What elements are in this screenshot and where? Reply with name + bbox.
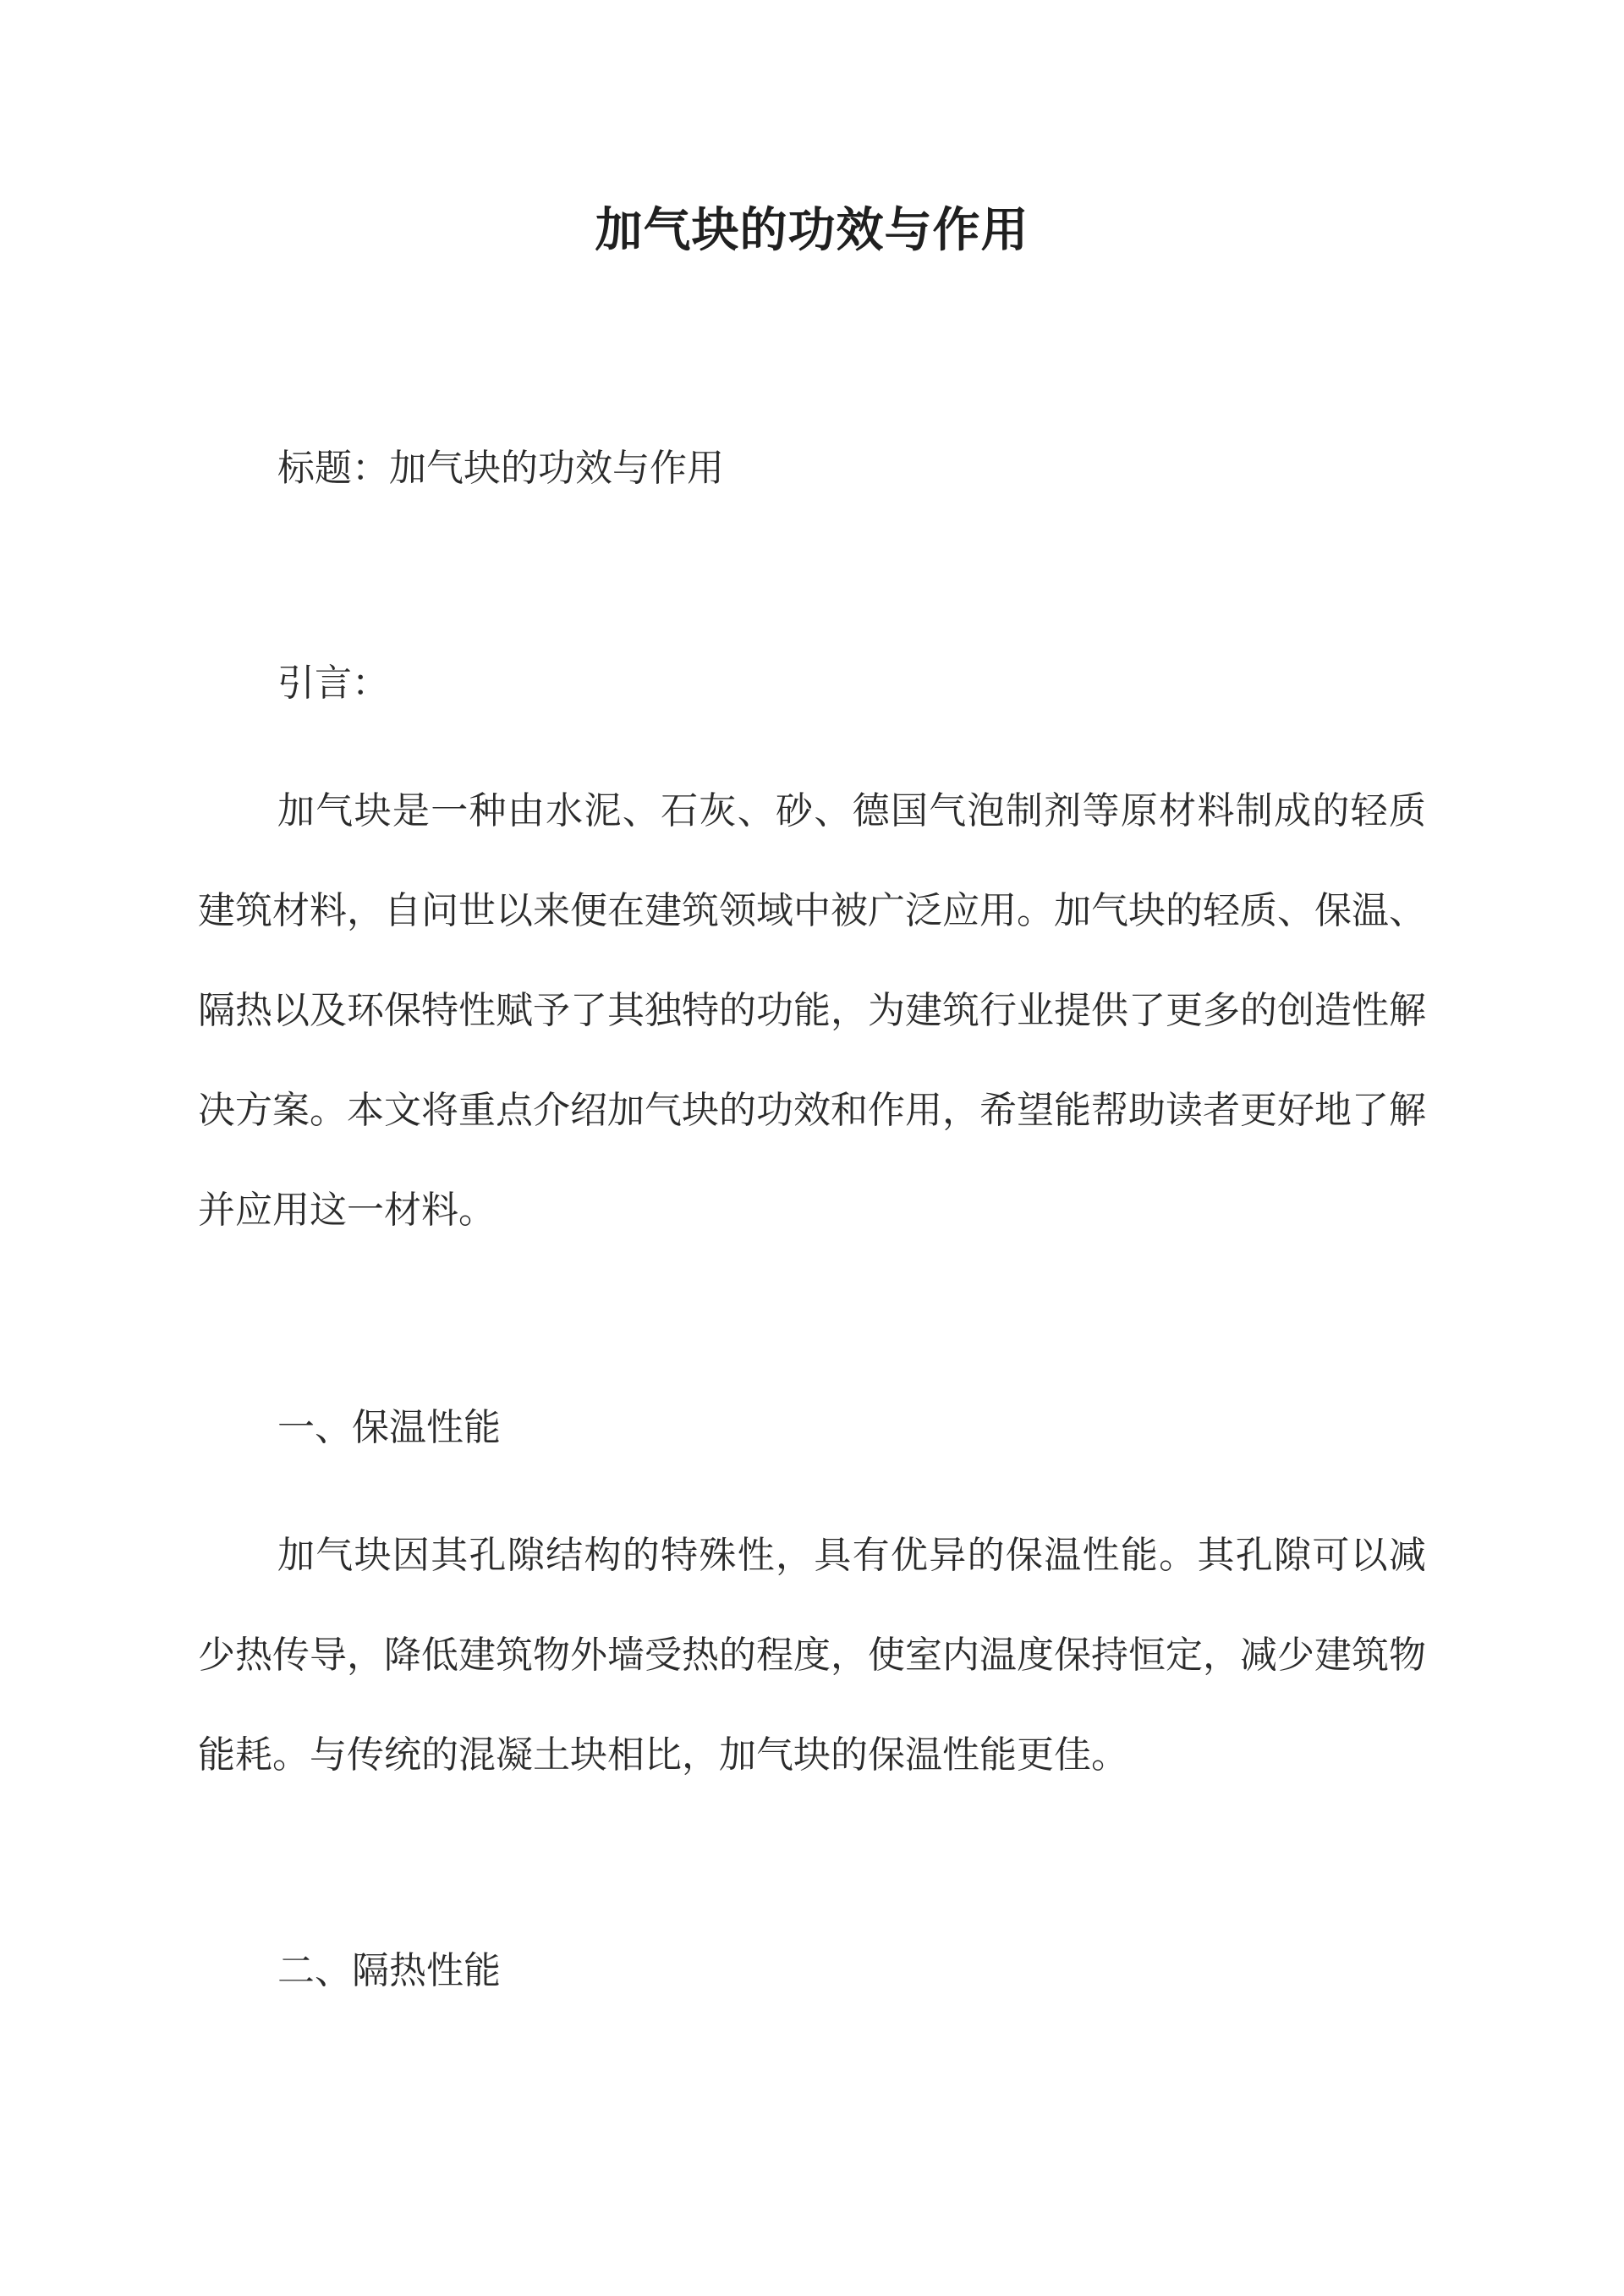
section-heading-insulation: 一、保温性能 — [277, 1406, 501, 1449]
section-paragraph-insulation: 加气块因其孔隙结构的特殊性，具有优异的保温性能。其孔隙可以减少热传导，降低建筑物外墙受热的程度，使室内温度保持恒定，减少建筑物能耗。与传统的混凝土块相比，加气块的保温性能更佳。 — [198, 1534, 1426, 1777]
subject-line: 标题：加气块的功效与作用 — [277, 447, 724, 490]
section-heading-heat-shielding: 二、隔热性能 — [277, 1949, 501, 1992]
intro-heading: 引言： — [277, 662, 389, 705]
document-title: 加气块的功效与作用 — [595, 202, 1029, 258]
intro-paragraph: 加气块是一种由水泥、石灰、砂、德国气泡制剂等原材料制成的轻质建筑材料，自问世以来便在建筑领域中被广泛应用。加气块的轻质、保温、隔热以及环保特性赋予了其独特的功能，为建筑行业提供了更多的创造性解决方案。本文将重点介绍加气块的功效和作用，希望能帮助读者更好地了解并应用这一材料。 — [198, 789, 1426, 1232]
